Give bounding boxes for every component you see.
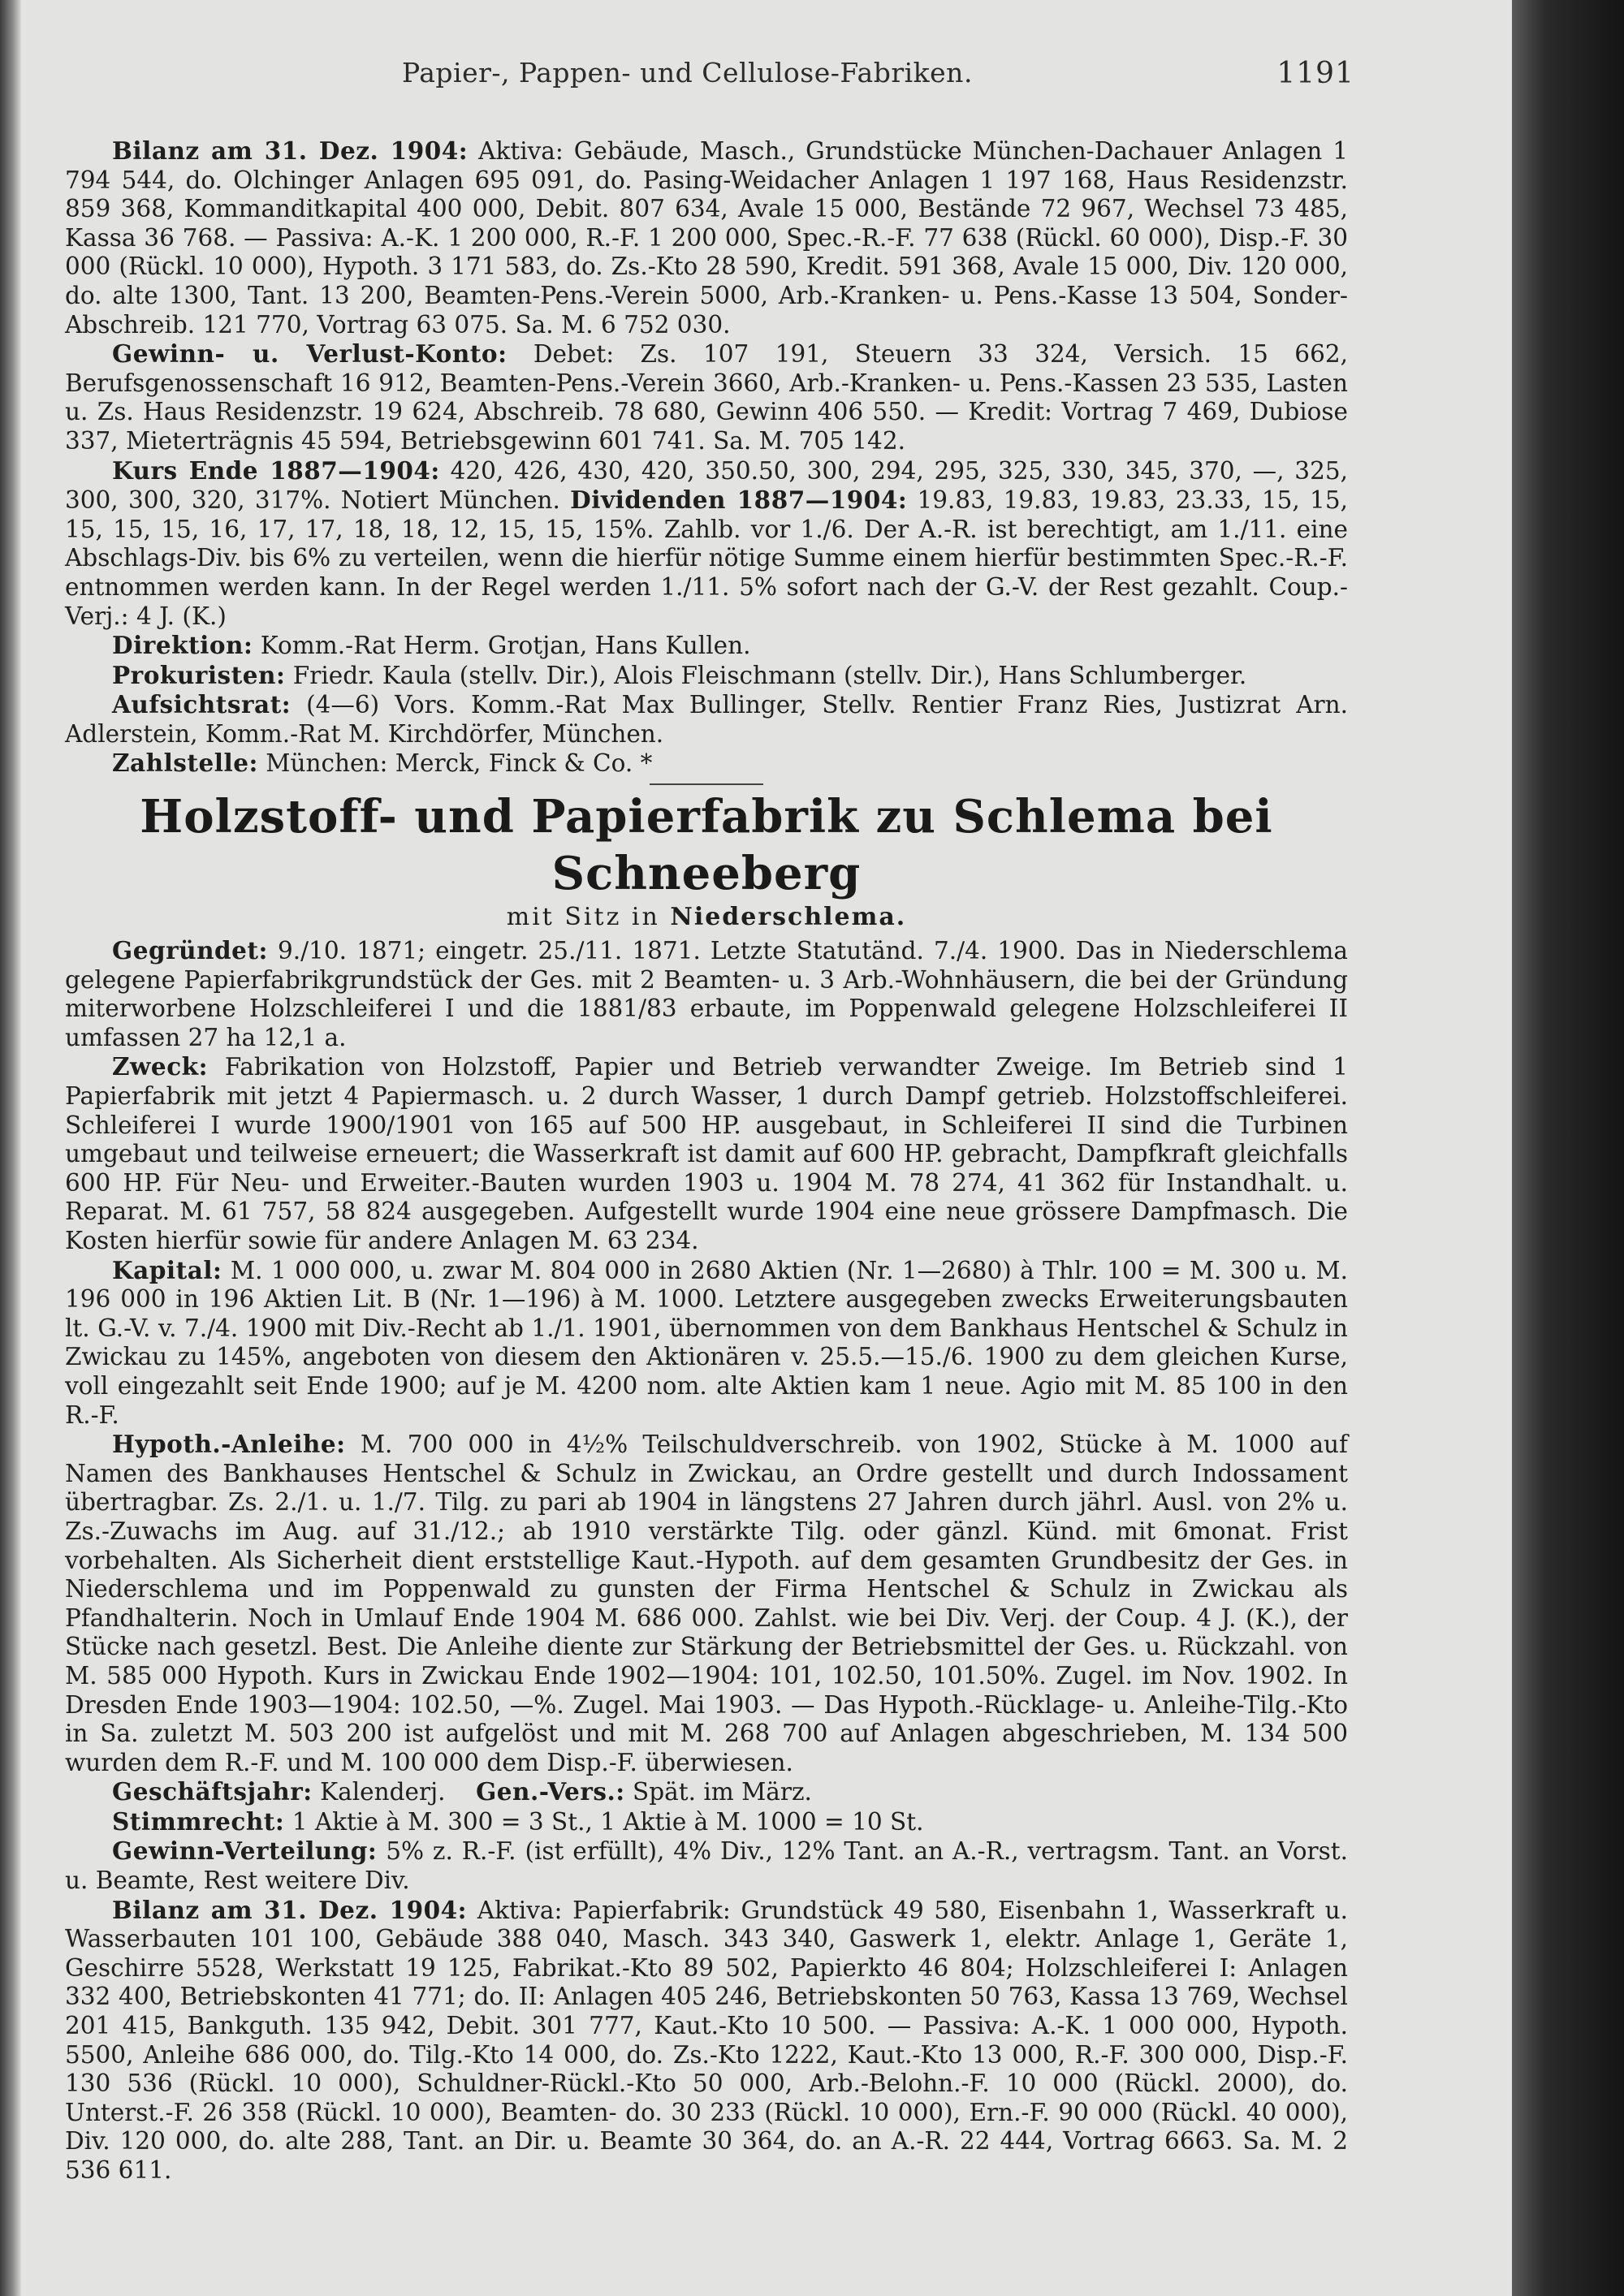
section-text: 9./10. 1871; eingetr. 25./11. 1871. Letzte Statutänd. 7./4. 1900. Das in Niederschlema gelegene Papierfabrikgrundstück der Ges. mit 2 Beamten- u. 3 Arb.-Wohnhäusern, die bei der Gründung miterworbene Holzschleiferei I und die 1881/83 erbaute, im Poppenwald gelegene Holzschleiferei II umfassen 27 ha 12,1 a. xyxy=(65,937,1348,1051)
geschaeftsjahr-genvers xyxy=(65,1777,1348,1807)
page-number: 1191 xyxy=(1276,57,1354,90)
page-text xyxy=(65,136,1348,2186)
section-label: Gen.-Vers.: xyxy=(476,1777,625,1806)
prev-gewinn-verlust xyxy=(65,339,1348,455)
section-text: (4—6) Vors. Komm.-Rat Max Bullinger, Stellv. Rentier Franz Ries, Justizrat Arn. Adlerstein, Komm.-Rat M. Kirchdörfer, München. xyxy=(65,691,1348,748)
section-label: Aufsichtsrat: xyxy=(112,690,292,719)
company-subtitle xyxy=(65,902,1348,933)
section-label: Kurs Ende 1887—1904: xyxy=(112,455,440,485)
section-text: 420, 426, 430, 420, 350.50, 300, 294, 295, 325, 330, 345, 370, —, 325, 300, 300, 320, 317%. Notiert München. xyxy=(65,456,1348,515)
prev-kurs-dividenden xyxy=(65,456,1348,632)
gewinn-verteilung xyxy=(65,1836,1348,1895)
section-text: 1 Aktie à M. 300 = 3 St., 1 Aktie à M. 1000 = 10 St. xyxy=(292,1807,924,1836)
section-label: Gewinn-Verteilung: xyxy=(112,1836,378,1866)
running-head-title: Papier-, Pappen- und Cellulose-Fabriken. xyxy=(402,57,973,88)
kapital xyxy=(65,1256,1348,1431)
section-text: 5% z. R.-F. (ist erfüllt), 4% Div., 12% Tant. an A.-R., vertragsm. Tant. an Vorst. u. Beamte, Rest weitere Div. xyxy=(65,1837,1348,1895)
section-text: Aktiva: Gebäude, Masch., Grundstücke München-Dachauer Anlagen 1 794 544, do. Olchinger Anlagen 695 091, do. Pasing-Weidacher Anlagen 1 197 168, Haus Residenzstr. 859 368, Kommanditkapital 400 000, Debit. 807 634, Avale 15 000, Bestände 72 967, Wechsel 73 485, Kassa 36 768. — Passiva: A.-K. 1 200 000, R.-F. 1 200 000, Spec.-R.-F. 77 638 (Rückl. 60 000), Disp.-F. 30 000 (Rückl. 10 000), Hypoth. 3 171 583, do. Zs.-Kto 28 590, Kredit. 591 368, Avale 15 000, Div. 120 000, do. alte 1300, Tant. 13 200, Beamten-Pens.-Verein 5000, Arb.-Kranken- u. Pens.-Kasse 13 504, Sonder-Abschreib. 121 770, Vortrag 63 075. Sa. M. 6 752 030. xyxy=(65,137,1348,339)
section-label: Zweck: xyxy=(112,1052,208,1081)
stimmrecht xyxy=(65,1807,1348,1837)
section-label: Geschäftsjahr: xyxy=(112,1777,313,1806)
section-text: Aktiva: Papierfabrik: Grundstück 49 580, Eisenbahn 1, Wasserkraft u. Wasserbauten 101 100, Gebäude 388 040, Masch. 343 340, Gaswerk 1, elektr. Anlage 1, Geräte 1, Geschirre 5528, Werkstatt 19 125, Fabrikat.-Kto 89 502, Papierkto 46 804; Holzschleiferei I: Anlagen 332 400, Betriebskonten 41 771; do. II: Anlagen 405 246, Betriebskonten 50 763, Kassa 13 769, Wechsel 201 415, Bankguth. 135 942, Debit. 301 777, Kaut.-Kto 10 500. — Passiva: A.-K. 1 000 000, Hypoth. 5500, Anleihe 686 000, do. Tilg.-Kto 14 000, do. Zs.-Kto 1222, Kaut.-Kto 13 000, R.-F. 300 000, Disp.-F. 130 536 (Rückl. 10 000), Schuldner-Rückl.-Kto 50 000, Arb.-Belohn.-F. 10 000 (Rückl. 2000), do. Unterst.-F. 26 358 (Rückl. 10 000), Beamten- do. 30 233 (Rückl. 10 000), Ern.-F. 90 000 (Rückl. 40 000), Div. 120 000, do. alte 288, Tant. an Dir. u. Beamte 30 364, do. an A.-R. 22 444, Vortrag 6663. Sa. M. 2 536 611. xyxy=(65,1896,1348,2184)
book-binding-shadow xyxy=(1512,0,1624,2296)
section-text: Friedr. Kaula (stellv. Dir.), Alois Fleischmann (stellv. Dir.), Hans Schlumberger. xyxy=(292,661,1247,689)
section-text: M. 1 000 000, u. zwar M. 804 000 in 2680 Aktien (Nr. 1—2680) à Thlr. 100 = M. 300 u. M. 196 000 in 196 Aktien Lit. B (Nr. 1—196) à M. 1000. Letztere ausgegeben zwecks Erweiterungsbauten lt. G.-V. v. 7./4. 1900 mit Div.-Recht ab 1./1. 1901, übernommen von dem Bankhaus Hentschel & Schulz in Zwickau zu 145%, angeboten von diesem den Aktionären v. 25.5.—15./6. 1900 zu dem gleichen Kurse, voll eingezahlt seit Ende 1900; auf je M. 4200 nom. alte Aktien kam 1 neue. Agio mit M. 85 100 in den R.-F. xyxy=(65,1256,1348,1429)
running-head xyxy=(65,57,1354,93)
page-left-edge xyxy=(0,0,21,2296)
subtitle-location: Niederschlema. xyxy=(670,903,907,932)
section-label: Gegründet: xyxy=(112,936,268,965)
section-text: Debet: Zs. 107 191, Steuern 33 324, Versich. 15 662, Berufsgenossenschaft 16 912, Beamten-Pens.-Verein 3660, Arb.-Kranken- u. Pens.-Kassen 23 535, Lasten u. Zs. Haus Residenzstr. 19 624, Abschreib. 78 680, Gewinn 406 550. — Kredit: Vortrag 7 469, Dubiose 337, Mieterträgnis 45 594, Betriebsgewinn 601 741. Sa. M. 705 142. xyxy=(65,340,1348,455)
subtitle-prefix: mit Sitz in xyxy=(506,903,660,932)
prev-aufsichtsrat xyxy=(65,690,1348,749)
prev-direktion xyxy=(65,631,1348,661)
section-label: Stimmrecht: xyxy=(112,1806,285,1836)
section-label: Bilanz am 31. Dez. 1904: xyxy=(112,136,469,165)
bilanz xyxy=(65,1896,1348,2186)
section-text: Komm.-Rat Herm. Grotjan, Hans Kullen. xyxy=(260,632,751,660)
gegruendet xyxy=(65,936,1348,1052)
section-text: Fabrikation von Holzstoff, Papier und Betrieb verwandter Zweige. Im Betrieb sind 1 Papierfabrik mit jetzt 4 Papiermasch. u. 2 durch Wasser, 1 durch Dampf getrieb. Holzstoffschleiferei. Schleiferei I wurde 1900/1901 von 165 auf 500 HP. ausgebaut, in Schleiferei II sind die Turbinen umgebaut und teilweise erneuert; die Wasserkraft ist damit auf 600 HP. gebracht, Dampfkraft gleichfalls 600 HP. Für Neu- und Erweiter.-Bauten wurden 1903 u. 1904 M. 78 274, 41 362 für Instandhalt. u. Reparat. M. 61 757, 58 824 ausgegeben. Aufgestellt wurde 1904 eine neue grössere Dampfmasch. Die Kosten hierfür sowie für andere Anlagen M. 63 234. xyxy=(65,1053,1348,1254)
section-text: Kalenderj. xyxy=(320,1778,446,1806)
section-text: München: Merck, Finck & Co. * xyxy=(266,749,653,778)
section-label: Hypoth.-Anleihe: xyxy=(112,1430,346,1459)
section-label: Direktion: xyxy=(112,631,253,660)
section-label: Bilanz am 31. Dez. 1904: xyxy=(112,1895,468,1924)
hypoth-anleihe xyxy=(65,1430,1348,1777)
section-label: Prokuristen: xyxy=(112,660,286,689)
zweck xyxy=(65,1052,1348,1255)
company-title: Holzstoff- und Papierfabrik zu Schlema bei Schneeberg xyxy=(140,790,1273,901)
entry-divider xyxy=(650,783,763,785)
section-label: Dividenden 1887—1904: xyxy=(570,486,908,515)
section-text: 19.83, 19.83, 19.83, 23.33, 15, 15, 15, 15, 15, 16, 17, 17, 18, 18, 12, 15, 15, 15%. Zahlb. vor 1./6. Der A.-R. ist berechtigt, am 1./11. eine Abschlags-Div. bis 6% zu verteilen, wenn die hierfür nötige Summe einem hierfür bestimmten Spec.-R.-F. entnommen werden kann. In der Regel werden 1./11. 5% sofort nach der G.-V. der Rest gezahlt. Coup.-Verj.: 4 J. (K.) xyxy=(65,486,1348,630)
section-label: Gewinn- u. Verlust-Konto: xyxy=(112,339,508,369)
prev-zahlstelle xyxy=(65,749,1348,779)
section-label: Zahlstelle: xyxy=(112,749,258,778)
prev-bilanz xyxy=(65,136,1348,339)
section-label: Kapital: xyxy=(112,1255,222,1284)
section-text: M. 700 000 in 4½% Teilschuldverschreib. von 1902, Stücke à M. 1000 auf Namen des Bankhauses Hentschel & Schulz in Zwickau, an Ordre gestellt und durch Indossament übertragbar. Zs. 2./1. u. 1./7. Tilg. zu pari ab 1904 in längstens 27 Jahren durch jährl. Ausl. von 2% u. Zs.-Zuwachs im Aug. auf 31./12.; ab 1910 verstärkte Tilg. oder gänzl. Künd. mit 6monat. Frist vorbehalten. Als Sicherheit dient erststellige Kaut.-Hypoth. auf dem gesamten Grundbesitz der Ges. in Niederschlema und im Poppenwald zu gunsten der Firma Hentschel & Schulz in Zwickau als Pfandhalterin. Noch in Umlauf Ende 1904 M. 686 000. Zahlst. wie bei Div. Verj. der Coup. 4 J. (K.), der Stücke nach gesetzl. Best. Die Anleihe diente zur Stärkung der Betriebsmittel der Ges. u. Rückzahl. von M. 585 000 Hypoth. Kurs in Zwickau Ende 1902—1904: 101, 102.50, 101.50%. Zugel. im Nov. 1902. In Dresden Ende 1903—1904: 102.50, —%. Zugel. Mai 1903. — Das Hypoth.-Rücklage- u. Anleihe-Tilg.-Kto in Sa. zuletzt M. 503 200 ist aufgelöst und mit M. 268 700 auf Anlagen abgeschrieben, M. 134 500 wurden dem R.-F. und M. 100 000 dem Disp.-F. überwiesen. xyxy=(65,1431,1348,1776)
prev-prokuristen xyxy=(65,661,1348,691)
section-text: Spät. im März. xyxy=(633,1778,812,1806)
